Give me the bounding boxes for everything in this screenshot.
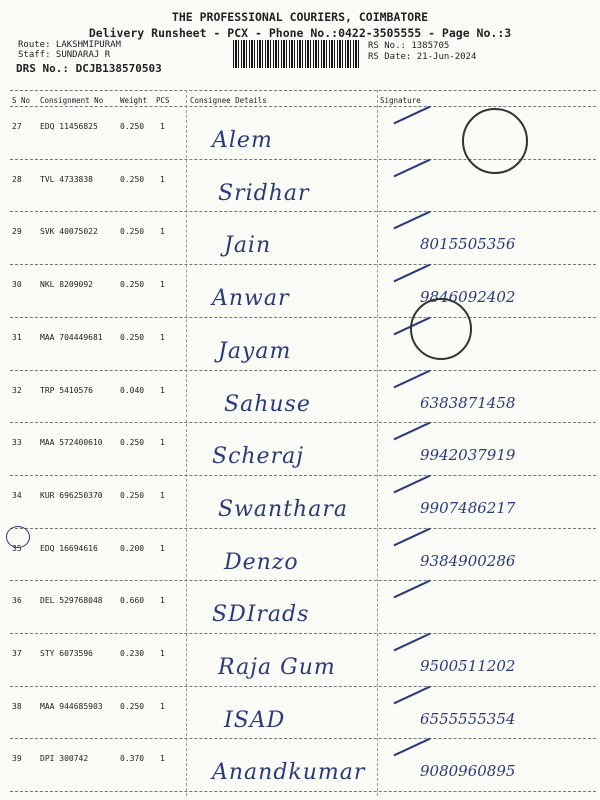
row-sno: 31 [12, 332, 22, 342]
row-sno: 36 [12, 596, 22, 606]
col-sno: S No [12, 96, 31, 105]
row-divider [10, 475, 596, 476]
receiver-phone-handwritten: 9942037919 [420, 446, 516, 465]
signature-scribble [393, 527, 430, 546]
row-divider [10, 370, 596, 371]
row-pcs: 1 [160, 701, 165, 711]
column-divider [186, 90, 187, 796]
header-divider-top [10, 90, 596, 91]
consignee-handwritten-name: Anandkumar [212, 760, 366, 786]
receiver-phone-handwritten: 8015505356 [420, 235, 516, 254]
consignee-handwritten-name: Alem [212, 128, 273, 153]
header-divider-bottom [10, 106, 596, 107]
row-consignment-no: TRP 5410576 [40, 385, 93, 395]
company-seal [410, 298, 472, 360]
circled-serial-mark [6, 526, 30, 548]
row-weight: 0.250 [120, 701, 145, 711]
row-pcs: 1 [160, 596, 165, 606]
runsheet-subtitle: Delivery Runsheet - PCX - Phone No.:0422-3505555 - Page No.:3 [88, 26, 512, 40]
row-consignment-no: DEL 529768048 [40, 596, 103, 606]
col-weight: Weight [120, 96, 148, 105]
row-divider [10, 633, 596, 634]
rs-number: RS No.: 1385705 [368, 41, 450, 51]
signature-scribble [393, 106, 430, 125]
row-sno: 27 [12, 122, 22, 131]
consignee-handwritten-name: Scheraj [212, 444, 305, 470]
company-title: THE PROFESSIONAL COURIERS, COIMBATORE [171, 10, 429, 24]
row-divider [10, 422, 596, 423]
row-consignment-no: NKL 8209092 [40, 280, 93, 290]
rs-date: RS Date: 21-Jun-2024 [368, 52, 477, 62]
consignee-handwritten-name: ISAD [224, 707, 286, 733]
signature-scribble [393, 738, 430, 757]
consignee-handwritten-name: Anwar [212, 286, 290, 312]
col-signature: Signature [380, 96, 421, 105]
row-pcs: 1 [160, 227, 165, 237]
consignee-handwritten-name: Jain [224, 233, 272, 259]
row-consignment-no: DPI 300742 [40, 754, 89, 764]
row-sno: 37 [12, 649, 22, 658]
row-pcs: 1 [160, 438, 165, 448]
signature-scribble [393, 475, 430, 494]
row-pcs: 1 [160, 332, 165, 342]
row-sno: 29 [12, 227, 22, 237]
consignee-handwritten-name: Denzo [224, 549, 299, 575]
row-divider [10, 211, 596, 212]
row-weight: 0.660 [120, 596, 145, 606]
signature-scribble [393, 264, 430, 283]
row-weight: 0.370 [120, 754, 145, 764]
signature-scribble [393, 422, 430, 441]
row-consignment-no: KUR 696250370 [40, 490, 103, 500]
row-divider [10, 528, 596, 529]
row-divider [10, 264, 596, 265]
row-pcs: 1 [160, 649, 165, 658]
row-consignment-no: SVK 40075022 [40, 227, 98, 237]
row-weight: 0.250 [120, 490, 145, 500]
route-label: Route: LAKSHMIPURAM [18, 40, 121, 50]
signature-scribble [393, 580, 430, 599]
receiver-phone-handwritten: 9846092402 [420, 288, 516, 307]
consignee-handwritten-name: Jayam [218, 338, 292, 364]
receiver-phone-handwritten: 6383871458 [420, 393, 516, 412]
row-pcs: 1 [160, 174, 165, 184]
signature-scribble [393, 633, 430, 652]
row-consignment-no: MAA 704449681 [40, 332, 103, 342]
receiver-phone-handwritten: 6555555354 [420, 709, 516, 728]
row-pcs: 1 [160, 543, 165, 553]
col-pcs: PCS [156, 96, 170, 105]
col-consignment: Consignment No [40, 96, 104, 105]
row-weight: 0.250 [120, 227, 145, 237]
signature-scribble [393, 158, 430, 177]
row-weight: 0.250 [120, 174, 145, 184]
row-consignment-no: MAA 944685903 [40, 701, 103, 711]
barcode [233, 40, 361, 68]
row-weight: 0.250 [120, 122, 145, 131]
laboratory-stamp [462, 108, 528, 174]
row-consignment-no: EDQ 11456825 [40, 122, 98, 131]
signature-scribble [393, 685, 430, 704]
col-consignee: Consignee Details [190, 96, 267, 105]
signature-scribble [393, 211, 430, 230]
consignee-handwritten-name: Swanthara [218, 496, 348, 522]
row-sno: 34 [12, 490, 22, 500]
consignee-handwritten-name: Sridhar [218, 180, 310, 206]
row-pcs: 1 [160, 280, 165, 290]
row-sno: 33 [12, 438, 22, 448]
column-divider [377, 90, 378, 796]
row-pcs: 1 [160, 754, 165, 764]
row-sno: 30 [12, 280, 22, 290]
row-weight: 0.230 [120, 649, 145, 658]
row-sno: 35 [12, 543, 22, 553]
consignee-handwritten-name: Sahuse [224, 391, 311, 417]
row-divider [10, 738, 596, 739]
row-sno: 39 [12, 754, 22, 764]
receiver-phone-handwritten: 9500511202 [420, 657, 516, 675]
consignee-handwritten-name: Raja Gum [218, 655, 336, 680]
row-pcs: 1 [160, 385, 165, 395]
row-weight: 0.200 [120, 543, 145, 553]
row-divider [10, 317, 596, 318]
receiver-phone-handwritten: 9384900286 [420, 551, 516, 570]
row-weight: 0.250 [120, 332, 145, 342]
staff-label: Staff: SUNDARAJ R [18, 50, 111, 60]
row-divider [10, 791, 596, 792]
row-consignment-no: STY 6073596 [40, 649, 93, 658]
drs-number: DRS No.: DCJB138570503 [16, 62, 162, 75]
row-divider [10, 580, 596, 581]
row-consignment-no: EDQ 16694616 [40, 543, 98, 553]
row-weight: 0.040 [120, 385, 145, 395]
row-consignment-no: TVL 4733838 [40, 174, 93, 184]
row-weight: 0.250 [120, 438, 145, 448]
signature-scribble [393, 369, 430, 388]
receiver-phone-handwritten: 9080960895 [420, 762, 516, 781]
row-pcs: 1 [160, 490, 165, 500]
row-sno: 38 [12, 701, 22, 711]
row-consignment-no: MAA 572400610 [40, 438, 103, 448]
row-sno: 28 [12, 174, 22, 184]
row-weight: 0.250 [120, 280, 145, 290]
consignee-handwritten-name: SDIrads [212, 602, 310, 628]
receiver-phone-handwritten: 9907486217 [420, 498, 516, 517]
row-divider [10, 686, 596, 687]
row-pcs: 1 [160, 122, 165, 131]
row-sno: 32 [12, 385, 22, 395]
